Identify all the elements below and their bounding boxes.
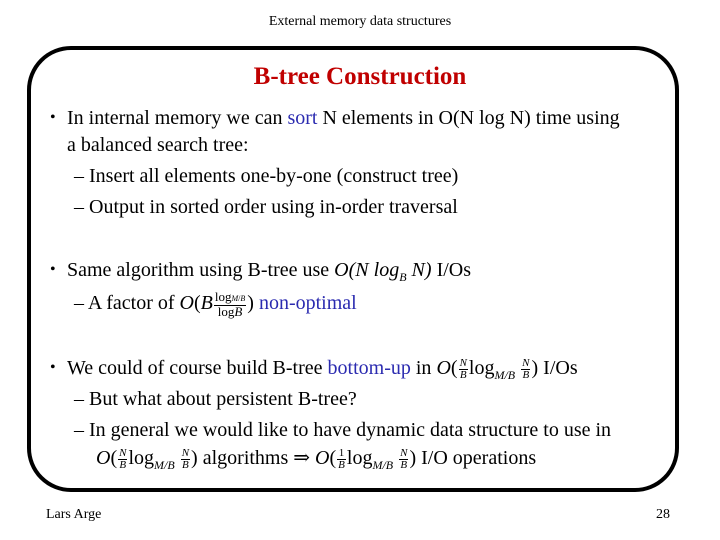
bullet-2-sub-1 (74, 291, 357, 318)
bullet-3-io-text: I/O operations (416, 447, 537, 469)
bullet-3-text-in: in (410, 357, 437, 379)
bullet-3-sub-formula-2: O( $\frac{1}{B}$ $\log_{M/B}$ $\frac{N}{B}$ ) (315, 446, 417, 472)
header-title: External memory data structures (268, 14, 452, 29)
bullet-2-line-1 (67, 258, 471, 289)
bullet-1-sub-1: – Insert all elements one-by-one (construct tree) (74, 165, 459, 187)
bullet-2-marker: • (50, 261, 56, 278)
bullet-1-marker: • (50, 109, 56, 126)
slide-title: B-tree Construction (253, 63, 467, 90)
bullet-2-text-post: I/Os (431, 259, 472, 281)
bullet-1-line-1 (67, 106, 620, 130)
bullet-1-sort-word: sort (287, 107, 318, 129)
bullet-1-text-mid: N elements in O(N log N) time using (317, 107, 620, 129)
bullet-3-sub-3 (96, 446, 536, 477)
bullet-3-line-1 (67, 356, 578, 387)
bullet-1-line-2: a balanced search tree: (67, 134, 249, 156)
bullet-2-text-pre: Same algorithm using B-tree use (67, 259, 335, 281)
bullet-2-sub-formula: O(B $\frac{\log M/B}{\log B}$ ) (179, 289, 254, 319)
implies-arrow: ⇒ (293, 447, 311, 469)
bullet-1-sub-2: – Output in sorted order using in-order traversal (74, 196, 458, 218)
bullet-2-formula: O(N $\log_B N$) (334, 259, 432, 284)
bullet-3-marker: • (50, 359, 56, 376)
bullet-3-formula: O( $\frac{N}{B}$ $\log_{M/B}$ $\frac{N}{B}$ ) (436, 356, 539, 382)
bullet-3-text-pre: We could of course build B-tree (67, 357, 328, 379)
bullet-3-sub-formula-1: O( $\frac{N}{B}$ $\log_{M/B}$ $\frac{N}{B}$ ) (96, 446, 198, 472)
footer-page-number: 28 (656, 507, 670, 522)
bullet-2-non-optimal: non-optimal (258, 292, 357, 315)
bullet-1-text-pre: In internal memory we can (67, 107, 288, 129)
bullet-3-sub-1: – But what about persistent B-tree? (74, 388, 357, 410)
footer-author: Lars Arge (46, 507, 102, 522)
bullet-3-sub-2: – In general we would like to have dynamic data structure to use in (74, 419, 612, 441)
bullet-2-sub-pre: – A factor of (74, 292, 180, 315)
bullet-3-bottom-up: bottom-up (327, 357, 411, 379)
bullet-3-algorithms-text: algorithms (197, 447, 294, 469)
bullet-3-text-post: I/Os (538, 357, 578, 379)
